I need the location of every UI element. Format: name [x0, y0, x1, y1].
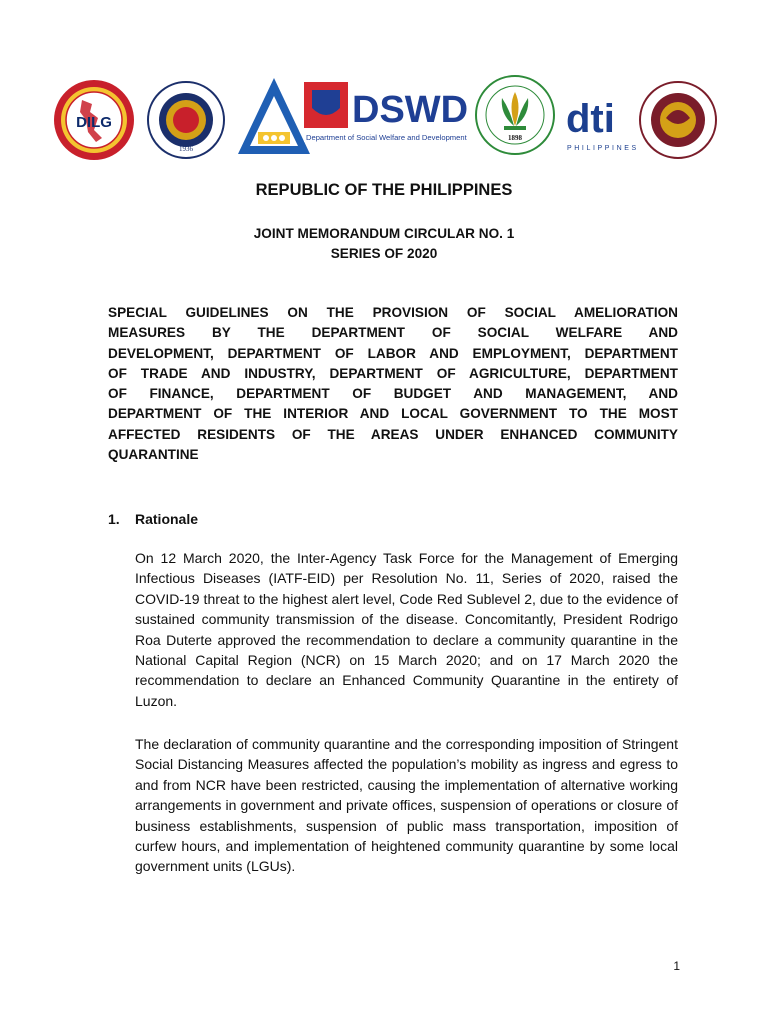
- section-number: 1.: [108, 511, 120, 527]
- dswd-logo-subtext: Department of Social Welfare and Development: [306, 133, 467, 142]
- dti-logo-text: dti: [566, 97, 615, 141]
- paragraph-rationale-2: The declaration of community quarantine and the corresponding imposition of Stringent Social Distancing Measures affected the population’s mobility as ingress and egress to and from NCR have been restricted, causing the implementation of alternative working arrangements in government and private offices, suspension of operations or closure of business establishments, suspension of public mass transportation, imposition of curfew hours, and implementation of heightened community quarantine by some local government units (LGUs).: [135, 736, 678, 875]
- da-logo-year: 1898: [508, 134, 522, 142]
- dilg-logo: [52, 78, 136, 162]
- document-title: REPUBLIC OF THE PHILIPPINES: [255, 181, 513, 199]
- subject-line: QUARANTINE: [108, 447, 199, 463]
- dilg-logo-text: DILG: [76, 114, 112, 131]
- subject-line: DEVELOPMENT, DEPARTMENT OF LABOR AND EMPLOYMENT, DEPARTMENT: [108, 345, 678, 361]
- paragraph-rationale-1: On 12 March 2020, the Inter-Agency Task Force for the Management of Emerging Infectious Diseases (IATF-EID) per Resolution No. 11, Series of 2020, raised the COVID-19 threat to the highest alert level, Code Red Sublevel 2, due to the evidence of sustained community transmission of the disease. Concomitantly, President Rodrigo Roa Duterte approved the recommendation to declare a community quarantine in the National Capital Region (NCR) on 15 March 2020; and on 17 March 2020 the recommendation to declare an Enhanced Community Quarantine in the entirety of Luzon.: [135, 550, 678, 709]
- dti-logo-subtext: PHILIPPINES: [567, 145, 639, 152]
- dole-logo: [236, 74, 312, 164]
- dbm-logo-year: 1936: [179, 145, 193, 153]
- subject-line: SPECIAL GUIDELINES ON THE PROVISION OF SOCIAL AMELIORATION: [108, 305, 678, 320]
- agency-logos: [50, 72, 718, 164]
- subject-line: OF FINANCE, DEPARTMENT OF BUDGET AND MANAGEMENT, AND: [108, 386, 678, 402]
- subject-line: AFFECTED RESIDENTS OF THE AREAS UNDER ENHANCED COMMUNITY: [108, 426, 678, 442]
- subject-heading: [108, 303, 678, 465]
- circular-number: JOINT MEMORANDUM CIRCULAR NO. 1: [253, 226, 515, 241]
- dti-logo: [564, 90, 639, 154]
- dswd-logo: [302, 78, 468, 144]
- dof-logo: [638, 80, 718, 160]
- section-title: Rationale: [135, 511, 199, 527]
- dswd-logo-text: DSWD: [352, 89, 469, 131]
- subject-line: DEPARTMENT OF THE INTERIOR AND LOCAL GOVERNMENT TO THE MOST: [108, 406, 678, 422]
- subject-line: OF TRADE AND INDUSTRY, DEPARTMENT OF AGRICULTURE, DEPARTMENT: [108, 365, 678, 381]
- circular-series: SERIES OF 2020: [330, 246, 438, 261]
- dbm-logo: [146, 80, 226, 160]
- da-logo: [474, 74, 556, 156]
- subject-line: MEASURES BY THE DEPARTMENT OF SOCIAL WELFARE AND: [108, 325, 678, 341]
- page-number: 1: [673, 959, 680, 973]
